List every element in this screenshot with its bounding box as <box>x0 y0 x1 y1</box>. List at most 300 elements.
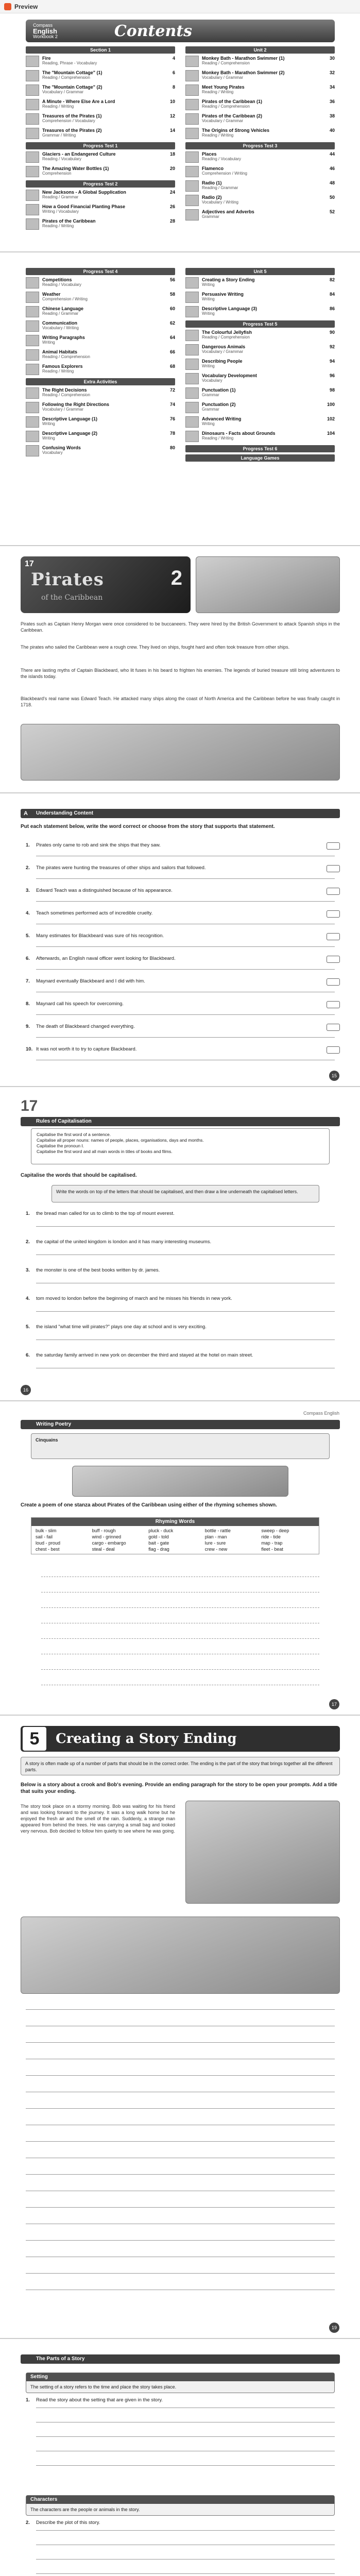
toc-entry-title-row <box>42 402 175 407</box>
question-number: 3. <box>26 888 30 893</box>
rule-item: Capitalise all proper nouns: names of people, places, organisations, days and months. <box>37 1138 204 1143</box>
toc-entry[interactable] <box>26 151 175 163</box>
toc-entry-title: Treasures of the Pirates (1) <box>42 113 102 118</box>
toc-entry[interactable] <box>26 204 175 215</box>
question-row <box>26 978 340 986</box>
question-text: Many estimates for Blackbeard was sure of his recognition. <box>36 933 164 939</box>
story-part-definition: The setting of a story refers to the time and place the story takes place. <box>30 2384 177 2389</box>
page-number: 16 <box>21 1385 31 1395</box>
toc-thumbnail <box>26 445 39 456</box>
rhyme-pair: cargo - embargo <box>92 1540 126 1546</box>
toc-entry-title: Radio (2) <box>202 195 222 200</box>
toc-entry[interactable] <box>185 84 335 96</box>
toc-entry-title: Writing Paragraphs <box>42 335 85 340</box>
toc-entry-title-row <box>202 151 335 157</box>
toc-thumbnail <box>185 209 199 221</box>
poem-writing-line[interactable] <box>41 1669 319 1670</box>
toc-entry-subtitle: Writing <box>42 421 55 426</box>
toc-entry-title: Competitions <box>42 277 72 282</box>
toc-entry-subtitle: Vocabulary <box>42 450 63 455</box>
toc-entry-page: 18 <box>169 151 175 157</box>
toc-thumbnail <box>26 128 39 139</box>
toc-section-head: Section 1 <box>26 46 175 54</box>
toc-entry-page: 50 <box>329 195 335 200</box>
toc-entry-body <box>42 99 175 110</box>
ending-writing-line[interactable] <box>26 2009 335 2010</box>
toc-entry-title: Communication <box>42 320 78 326</box>
question-row <box>26 865 340 872</box>
question-text: the capital of the united kingdom is london and it has many interesting museums. <box>36 1239 212 1245</box>
toc-entry-page: 12 <box>169 113 175 118</box>
toc-entry-title: Treasures of the Pirates (2) <box>42 128 102 133</box>
toc-entry-subtitle: Reading / Writing <box>202 90 234 94</box>
toc-thumbnail <box>185 402 199 413</box>
story-ending-title-bar <box>21 1726 340 1752</box>
contents-header <box>26 20 335 42</box>
toc-entry-title: The "Mountain Cottage" (2) <box>42 84 102 90</box>
toc-thumbnail <box>185 416 199 428</box>
toc-entry[interactable] <box>26 349 175 361</box>
pirates-title: Pirates <box>31 569 104 590</box>
question-text: The death of Blackbeard changed everything. <box>36 1024 135 1029</box>
rule-item: Capitalise the pronoun I. <box>37 1143 84 1148</box>
rhyme-pair: gold - told <box>148 1534 169 1539</box>
toc-entry-body <box>202 330 335 341</box>
ending-writing-line[interactable] <box>26 2075 335 2076</box>
toc-entry-subtitle: Reading / Writing <box>202 436 234 440</box>
toc-thumbnail <box>185 373 199 384</box>
toc-entry-title-row <box>202 113 335 118</box>
toc-entry-body <box>42 113 175 125</box>
question-text: the island "what time will pirates?" plays one day at school and is very exciting. <box>36 1324 207 1330</box>
rhyme-pair: steal - deal <box>92 1547 115 1552</box>
question-row <box>26 2397 340 2403</box>
answer-line[interactable] <box>36 878 335 879</box>
answer-line[interactable] <box>36 2530 335 2531</box>
question-row <box>26 1239 340 1245</box>
toc-entry-subtitle: Writing <box>202 297 215 301</box>
toc-entry-page: 68 <box>169 364 175 369</box>
toc-entry-subtitle: Comprehension / Writing <box>202 171 247 176</box>
cinquains-art <box>72 1466 288 1497</box>
toc-entry[interactable] <box>26 364 175 375</box>
toc-entry-body <box>202 431 335 442</box>
toc-thumbnail <box>26 320 39 332</box>
ending-writing-line[interactable] <box>26 2273 335 2274</box>
pirates-part-number: 2 <box>170 567 182 589</box>
preview-app-icon <box>4 3 11 10</box>
toc-entry[interactable] <box>26 320 175 332</box>
toc-entry[interactable] <box>185 70 335 81</box>
toc-entry[interactable] <box>185 344 335 355</box>
toc-entry-title: Descriptive Language (3) <box>202 306 258 311</box>
app-title-bar <box>0 0 360 13</box>
answer-line[interactable] <box>36 2436 335 2437</box>
toc-entry[interactable] <box>26 292 175 303</box>
toc-thumbnail <box>26 431 39 442</box>
ending-writing-line[interactable] <box>26 2141 335 2142</box>
toc-entry-title: New Jacksons - A Global Supplication <box>42 190 126 195</box>
toc-entry-page: 96 <box>329 373 335 378</box>
answer-box[interactable] <box>327 956 340 963</box>
toc-entry-title-row <box>42 445 175 450</box>
rhyme-scheme-note: Cinquains <box>36 1437 58 1443</box>
answer-box[interactable] <box>327 888 340 895</box>
capitalise-hint: Write the words on top of the letters that should be capitalised, and then draw a line underneath the capitalised letters. <box>52 1185 319 1202</box>
toc-entry[interactable] <box>26 431 175 442</box>
toc-thumbnail <box>185 151 199 163</box>
toc-entry-title: Adjectives and Adverbs <box>202 209 254 214</box>
ending-writing-line[interactable] <box>26 2042 335 2043</box>
toc-entry-body <box>42 56 175 67</box>
toc-entry-subtitle: Comprehension <box>42 171 72 176</box>
toc-entry-page: 86 <box>329 306 335 311</box>
toc-entry[interactable] <box>185 306 335 317</box>
toc-entry-title-row <box>202 292 335 297</box>
toc-entry-title-row <box>42 113 175 118</box>
toc-entry-subtitle: Grammar <box>202 393 219 397</box>
pirates-para-1: Pirates such as Captain Henry Morgan were once considered to be buccaneers. They were hired by the British Government to attack Spanish ships in the Caribbean. <box>21 621 340 633</box>
toc-section-head: Extra Activities <box>26 378 175 385</box>
rhyme-pair: ride - tide <box>261 1534 281 1539</box>
toc-entry[interactable] <box>185 387 335 399</box>
toc-entry[interactable] <box>26 387 175 399</box>
pirates-para-3: There are lasting myths of Captain Blackbeard, who lit fuses in his beard to frighten his enemies. The legends of buried treasure still bring adventurers to the islands today. <box>21 668 340 679</box>
question-row <box>26 933 340 940</box>
question-text: the bread man called for us to climb to the top of mount everest. <box>36 1211 175 1216</box>
pirates-para-2: The pirates who sailed the Caribbean were a rough crew. They lived on ships, fought hard and often took treasure from other ships. <box>21 645 290 650</box>
toc-entry[interactable] <box>26 218 175 230</box>
toc-entry-subtitle: Reading / Writing <box>42 104 74 109</box>
rhyme-pair: flag - drag <box>148 1547 169 1552</box>
toc-thumbnail <box>185 70 199 81</box>
question-text: Afterwards, an English naval officer went looking for Blackbeard. <box>36 956 176 961</box>
toc-entry-title-row <box>202 99 335 104</box>
toc-entry-title: Radio (1) <box>202 180 222 185</box>
toc-entry-title-row <box>202 431 335 436</box>
toc-entry-subtitle: Reading / Comprehension <box>42 354 90 359</box>
toc-entry-subtitle: Vocabulary / Grammar <box>42 407 84 412</box>
toc-entry[interactable] <box>185 99 335 110</box>
toc-entry-page: 52 <box>329 209 335 214</box>
toc-entry[interactable] <box>26 56 175 67</box>
toc-entry-body <box>42 431 175 442</box>
toc-thumbnail <box>26 218 39 230</box>
question-row <box>26 1324 340 1330</box>
toc-thumbnail <box>185 166 199 177</box>
toc-entry[interactable] <box>26 84 175 96</box>
toc-entry-body <box>42 364 175 375</box>
toc-thumbnail <box>185 56 199 67</box>
toc-entry-subtitle: Reading / Comprehension <box>202 61 250 65</box>
toc-entry-subtitle: Reading / Vocabulary <box>42 282 82 287</box>
toc-thumbnail <box>185 113 199 125</box>
toc-entry-title: Punctuation (1) <box>202 387 236 393</box>
toc-section-head: Progress Test 2 <box>26 180 175 188</box>
toc-entry-title: Confusing Words <box>42 445 81 450</box>
toc-entry-page: 10 <box>169 99 175 104</box>
toc-entry[interactable] <box>185 416 335 428</box>
toc-entry-body <box>202 416 335 428</box>
toc-entry-title-row <box>42 70 175 75</box>
toc-entry-title-row <box>202 373 335 378</box>
toc-entry[interactable] <box>26 306 175 317</box>
rhyming-words-grid <box>31 1526 319 1554</box>
toc-entry[interactable] <box>185 359 335 370</box>
answer-box[interactable] <box>327 933 340 940</box>
story-ending-task: Below is a story about a crook and Bob's evening. Provide an ending paragraph for the story to be open your prompts. Add a title that suits your ending. <box>21 1782 337 1794</box>
rhyme-pair: bottle - rattle <box>204 1528 231 1533</box>
toc-entry-title: Dinosaurs - Facts about Grounds <box>202 431 276 436</box>
toc-entry-page: 92 <box>329 344 335 349</box>
question-row <box>26 1046 340 1054</box>
rules-header <box>21 1117 340 1126</box>
toc-section-head: Progress Test 3 <box>185 142 335 149</box>
answer-line[interactable] <box>36 2573 335 2574</box>
toc-thumbnail <box>185 431 199 442</box>
toc-entry-title: Persuasive Writing <box>202 292 244 297</box>
question-row <box>26 1024 340 1031</box>
toc-section-head: Progress Test 5 <box>185 320 335 328</box>
lesson-number: 5 <box>23 1727 46 1751</box>
understanding-instruction: Put each statement below, write the word correct or choose from the story that supports that statement. <box>21 824 275 829</box>
story-ending-intro: A story is often made up of a number of parts that should be in the correct order. The ending is the part of the story that brings together all the different parts. <box>21 1757 340 1775</box>
answer-box[interactable] <box>327 842 340 850</box>
toc-entry[interactable] <box>26 416 175 428</box>
toc-entry-page: 32 <box>329 70 335 75</box>
toc-entry[interactable] <box>26 113 175 125</box>
toc-entry[interactable] <box>185 56 335 67</box>
answer-line[interactable] <box>36 901 335 902</box>
toc-thumbnail <box>26 306 39 317</box>
toc-thumbnail <box>26 113 39 125</box>
toc-entry[interactable] <box>185 209 335 221</box>
toc-thumbnail <box>185 292 199 303</box>
toc-entry-body <box>202 151 335 163</box>
toc-entry-title-row <box>202 277 335 282</box>
poetry-title: Writing Poetry <box>36 1421 72 1427</box>
rhyme-pair: map - trap <box>261 1540 283 1546</box>
toc-thumbnail <box>26 84 39 96</box>
toc-entry-title-row <box>202 344 335 349</box>
toc-entry[interactable] <box>26 335 175 346</box>
page-number: 15 <box>329 1071 339 1081</box>
toc-entry[interactable] <box>185 292 335 303</box>
rhyme-pair: bait - gate <box>148 1540 169 1546</box>
toc-entry-page: 90 <box>329 330 335 335</box>
toc-entry-title-row <box>202 359 335 364</box>
question-row <box>26 888 340 895</box>
toc-entry-title: The Amazing Water Bottles (1) <box>42 166 109 171</box>
poetry-instruction: Create a poem of one stanza about Pirates of the Caribbean using either of the rhyming schemes shown. <box>21 1502 277 1508</box>
understanding-title: Understanding Content <box>36 810 94 816</box>
toc-entry[interactable] <box>185 277 335 289</box>
rhyme-pair: sail - fail <box>36 1534 53 1539</box>
toc-entry-subtitle: Reading / Grammar <box>42 195 79 199</box>
toc-entry-page: 72 <box>169 387 175 393</box>
toc-thumbnail <box>185 387 199 399</box>
answer-line[interactable] <box>36 1037 335 1038</box>
toc-entry-body <box>42 306 175 317</box>
question-number: 5. <box>26 933 30 939</box>
toc-entry[interactable] <box>185 180 335 192</box>
toc-entry-title: The Right Decisions <box>42 387 87 393</box>
toc-entry-body <box>42 218 175 230</box>
toc-entry[interactable] <box>26 277 175 289</box>
ending-writing-line[interactable] <box>26 2207 335 2208</box>
toc-entry-title: Monkey Bath - Marathon Swimmer (2) <box>202 70 285 75</box>
toc-entry[interactable] <box>26 70 175 81</box>
toc-entry-body <box>202 56 335 67</box>
poem-writing-line[interactable] <box>41 1607 319 1608</box>
toc-section-head: Progress Test 6 <box>185 445 335 452</box>
toc-entry-title: Vocabulary Development <box>202 373 257 378</box>
series-line2: English <box>33 27 57 35</box>
toc-entry-page: 20 <box>169 166 175 171</box>
toc-entry-page: 64 <box>169 335 175 340</box>
answer-line[interactable] <box>36 1311 335 1312</box>
toc-entry-title-row <box>202 306 335 311</box>
toc-entry-title-row <box>42 166 175 171</box>
toc-entry-page: 56 <box>169 277 175 282</box>
answer-line[interactable] <box>36 1226 335 1227</box>
toc-entry-title: Descriptive Language (2) <box>42 431 98 436</box>
toc-entry[interactable] <box>185 330 335 341</box>
toc-thumbnail <box>26 416 39 428</box>
toc-entry-page: 98 <box>329 387 335 393</box>
question-number: 5. <box>26 1324 30 1330</box>
question-number: 6. <box>26 1352 30 1358</box>
answer-line[interactable] <box>36 2465 335 2466</box>
pirates-reading-page <box>0 551 360 793</box>
toc-entry-body <box>202 84 335 96</box>
rhyme-pair: wind - grinned <box>92 1534 122 1539</box>
toc-entry-page: 44 <box>329 151 335 157</box>
rule-item: Capitalise the first word of a sentence. <box>37 1132 111 1137</box>
toc-entry-page: 60 <box>169 306 175 311</box>
app-title: Preview <box>14 3 38 10</box>
question-number: 8. <box>26 1001 30 1007</box>
question-row <box>26 1211 340 1217</box>
answer-box[interactable] <box>327 1024 340 1031</box>
answer-box[interactable] <box>327 1001 340 1008</box>
toc-entry[interactable] <box>185 195 335 206</box>
toc-entry-title: Dangerous Animals <box>202 344 246 349</box>
answer-line[interactable] <box>36 946 335 947</box>
toc-entry-title-row <box>202 180 335 185</box>
toc-entry[interactable] <box>26 128 175 139</box>
story-text: The story took place on a stormy morning. Bob was waiting for his friend and was looking forward to the journey. It was a long walk home but he enjoyed the fresh air and the smell of the rain. Suddenly, a strange man appeared from behind the trees. He was carrying a small bag and looked very nervous. Bob decided to follow him quietly to see where he was going. <box>21 1804 175 1834</box>
question-number: 3. <box>26 1267 30 1273</box>
contents-left-column <box>26 46 175 233</box>
toc-entry-body <box>42 128 175 139</box>
toc-entry-title: Pirates of the Caribbean <box>42 218 96 224</box>
toc-thumbnail <box>26 277 39 289</box>
answer-box[interactable] <box>327 910 340 918</box>
question-number: 6. <box>26 956 30 961</box>
toc-entry-page: 40 <box>329 128 335 133</box>
toc-entry[interactable] <box>26 166 175 177</box>
toc-entry[interactable] <box>26 99 175 110</box>
toc-entry-page: 24 <box>169 190 175 195</box>
toc-entry-subtitle: Reading / Writing <box>42 369 74 374</box>
toc-entry-page: 30 <box>329 56 335 61</box>
rules-title: Rules of Capitalisation <box>36 1118 92 1124</box>
toc-entry[interactable] <box>185 402 335 413</box>
answer-box[interactable] <box>327 978 340 986</box>
toc-entry-title-row <box>202 84 335 90</box>
toc-entry[interactable] <box>26 445 175 456</box>
question-row <box>26 1001 340 1008</box>
toc-entry-subtitle: Vocabulary / Grammar <box>202 349 244 354</box>
story-part-title: Setting <box>26 2373 334 2381</box>
toc-section-head: Language Games <box>185 454 335 462</box>
toc-entry-title: Famous Explorers <box>42 364 83 369</box>
toc-entry-subtitle: Writing / Vocabulary <box>42 209 79 214</box>
toc-entry-subtitle: Reading / Grammar <box>42 311 79 316</box>
toc-thumbnail <box>26 166 39 177</box>
ending-writing-line[interactable] <box>26 2240 335 2241</box>
toc-entry[interactable] <box>185 151 335 163</box>
toc-entry-title-row <box>42 56 175 61</box>
question-text: It was not worth it to try to capture Blackbeard. <box>36 1046 137 1052</box>
rhyme-pair: crew - new <box>204 1547 228 1552</box>
toc-entry-subtitle: Writing <box>42 436 55 440</box>
toc-entry[interactable] <box>185 373 335 384</box>
answer-line[interactable] <box>36 969 335 970</box>
poem-writing-line[interactable] <box>41 1638 319 1639</box>
toc-entry-subtitle: Grammar / Writing <box>42 133 76 138</box>
toc-entry-title: The "Mountain Cottage" (1) <box>42 70 102 75</box>
toc-entry-page: 58 <box>169 292 175 297</box>
toc-entry[interactable] <box>26 190 175 201</box>
toc-thumbnail <box>26 349 39 361</box>
rhyme-pair: loud - proud <box>36 1540 61 1546</box>
toc-entry-title-row <box>42 320 175 326</box>
toc-entry[interactable] <box>185 431 335 442</box>
toc-entry[interactable] <box>26 402 175 413</box>
answer-box[interactable] <box>327 1046 340 1054</box>
contents-title: Contents <box>114 22 193 40</box>
toc-thumbnail <box>185 359 199 370</box>
answer-line[interactable] <box>36 2559 335 2560</box>
toc-entry[interactable] <box>185 166 335 177</box>
pirates-para-4: Blackbeard's real name was Edward Teach. He attacked many ships along the coast of North America and the Caribbean before he was finally caught in 1718. <box>21 696 340 707</box>
toc-thumbnail <box>26 335 39 346</box>
question-number: 1. <box>26 1211 30 1216</box>
ending-writing-line[interactable] <box>26 2174 335 2175</box>
unit-label: 17 <box>25 560 34 568</box>
question-text: Teach sometimes performed acts of incredible cruelty. <box>36 910 153 916</box>
toc-entry-page: 74 <box>169 402 175 407</box>
question-number: 9. <box>26 1024 30 1029</box>
toc-entry[interactable] <box>185 113 335 125</box>
answer-line[interactable] <box>36 1014 335 1015</box>
rhyming-words-table <box>31 1517 319 1554</box>
answer-box[interactable] <box>327 865 340 872</box>
toc-entry-body <box>202 99 335 110</box>
poetry-page <box>0 1406 360 1716</box>
toc-entry[interactable] <box>185 128 335 139</box>
toc-thumbnail <box>26 151 39 163</box>
toc-entry-subtitle: Reading / Vocabulary <box>42 157 82 161</box>
ending-writing-line[interactable] <box>26 2108 335 2109</box>
rhyme-pair: fleet - beat <box>261 1547 283 1552</box>
toc-entry-title-row <box>202 195 335 200</box>
toc-entry-body <box>202 402 335 413</box>
toc-entry-subtitle: Reading, Phrase - Vocabulary <box>42 61 97 65</box>
toc-entry-body <box>42 277 175 289</box>
